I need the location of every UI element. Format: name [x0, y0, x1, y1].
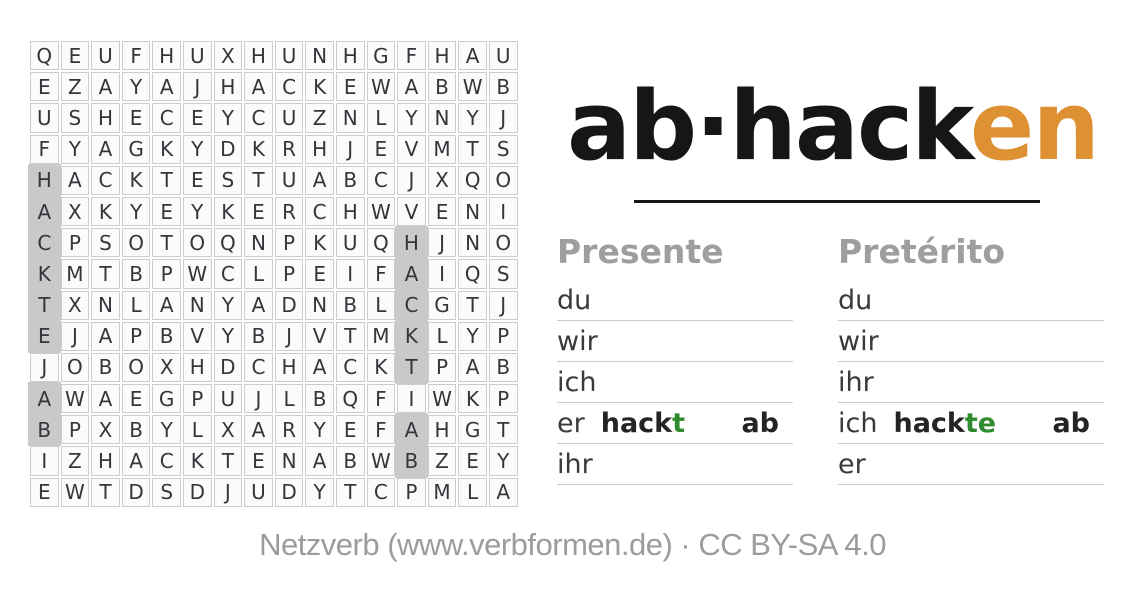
grid-cell: Y	[397, 103, 426, 132]
grid-cell: I	[30, 446, 59, 475]
grid-cell: E	[183, 166, 212, 195]
grid-cell: X	[61, 291, 90, 320]
grid-cell: U	[275, 103, 304, 132]
grid-cell: N	[305, 291, 334, 320]
grid-cell: X	[428, 166, 457, 195]
grid-cell: N	[458, 228, 487, 257]
grid-cell: P	[489, 322, 518, 351]
pronoun: ich	[557, 366, 597, 398]
grid-cell: S	[489, 259, 518, 288]
grid-cell: O	[489, 166, 518, 195]
grid-cell: I	[336, 259, 365, 288]
conjugation-row	[557, 321, 793, 362]
grid-cell: A	[244, 415, 273, 444]
pronoun: er	[557, 407, 585, 439]
grid-cell: B	[336, 291, 365, 320]
grid-cell: N	[91, 291, 120, 320]
verb-stem: hack	[893, 407, 965, 439]
conjugation-table-preterito	[838, 232, 1104, 485]
grid-cell: G	[428, 291, 457, 320]
grid-cell: U	[183, 41, 212, 70]
grid-cell: B	[489, 72, 518, 101]
grid-cell: V	[183, 322, 212, 351]
grid-cell: A	[305, 166, 334, 195]
grid-cell: W	[367, 72, 396, 101]
grid-cell: H	[91, 446, 120, 475]
grid-cell: L	[122, 291, 151, 320]
grid-cell: H	[428, 41, 457, 70]
verb-title	[520, 72, 1145, 182]
grid-cell: B	[397, 446, 426, 475]
word-search-grid	[30, 41, 518, 507]
grid-cell: A	[397, 415, 426, 444]
grid-cell: C	[305, 197, 334, 226]
grid-cell: H	[336, 197, 365, 226]
grid-cell: B	[122, 259, 151, 288]
grid-cell: X	[152, 353, 181, 382]
grid-cell: G	[367, 41, 396, 70]
pronoun: er	[838, 448, 866, 480]
verb-form	[893, 408, 996, 439]
grid-cell: O	[183, 228, 212, 257]
grid-cell: B	[152, 322, 181, 351]
grid-cell: M	[367, 322, 396, 351]
grid-cell: A	[397, 72, 426, 101]
grid-cell: P	[275, 259, 304, 288]
grid-cell: S	[489, 135, 518, 164]
grid-cell: J	[183, 72, 212, 101]
grid-cell: X	[61, 197, 90, 226]
grid-cell: Z	[428, 446, 457, 475]
grid-cell: B	[489, 353, 518, 382]
grid-cell: Z	[61, 446, 90, 475]
grid-cell: T	[152, 166, 181, 195]
grid-cell: E	[336, 72, 365, 101]
grid-cell: Y	[305, 478, 334, 507]
grid-cell: E	[183, 103, 212, 132]
conjugation-row	[838, 321, 1104, 362]
verb-title-main: ab·hack	[567, 72, 970, 182]
grid-cell: P	[183, 384, 212, 413]
grid-cell: H	[244, 41, 273, 70]
grid-cell: O	[61, 353, 90, 382]
grid-cell: Y	[214, 291, 243, 320]
grid-cell: N	[305, 41, 334, 70]
grid-cell: Q	[30, 41, 59, 70]
grid-cell: H	[336, 41, 365, 70]
pronoun: ich	[838, 407, 878, 439]
grid-cell: Q	[336, 384, 365, 413]
grid-cell: L	[183, 415, 212, 444]
grid-cell: H	[152, 41, 181, 70]
grid-cell: M	[61, 259, 90, 288]
grid-cell: K	[305, 228, 334, 257]
grid-cell: A	[152, 72, 181, 101]
grid-cell: Q	[214, 228, 243, 257]
grid-cell: C	[244, 353, 273, 382]
grid-cell: K	[30, 259, 59, 288]
conjugation-row	[557, 280, 793, 321]
grid-cell: T	[458, 135, 487, 164]
grid-cell: U	[336, 228, 365, 257]
grid-cell: Y	[214, 103, 243, 132]
grid-cell: X	[214, 41, 243, 70]
pronoun: du	[838, 284, 873, 316]
grid-cell: H	[428, 415, 457, 444]
grid-cell: E	[122, 384, 151, 413]
grid-cell: P	[428, 353, 457, 382]
grid-cell: T	[244, 166, 273, 195]
grid-cell: A	[305, 446, 334, 475]
grid-cell: L	[275, 384, 304, 413]
grid-cell: D	[122, 478, 151, 507]
grid-cell: Y	[489, 446, 518, 475]
grid-cell: E	[244, 446, 273, 475]
grid-cell: Z	[305, 103, 334, 132]
grid-cell: Y	[214, 322, 243, 351]
grid-cell: A	[30, 384, 59, 413]
grid-cell: F	[367, 384, 396, 413]
pronoun: ihr	[838, 366, 874, 398]
grid-cell: A	[489, 478, 518, 507]
grid-cell: F	[397, 41, 426, 70]
verb-ending: te	[964, 407, 997, 439]
grid-cell: C	[30, 228, 59, 257]
grid-cell: J	[428, 228, 457, 257]
grid-cell: W	[428, 384, 457, 413]
grid-cell: H	[397, 228, 426, 257]
grid-cell: H	[91, 103, 120, 132]
grid-cell: H	[214, 72, 243, 101]
grid-cell: B	[305, 384, 334, 413]
grid-cell: K	[183, 446, 212, 475]
grid-cell: E	[30, 478, 59, 507]
grid-cell: T	[152, 228, 181, 257]
grid-cell: W	[61, 478, 90, 507]
grid-cell: T	[30, 291, 59, 320]
grid-cell: U	[275, 41, 304, 70]
grid-cell: A	[305, 353, 334, 382]
grid-cell: J	[275, 322, 304, 351]
grid-cell: I	[428, 259, 457, 288]
grid-cell: L	[244, 259, 273, 288]
grid-cell: A	[30, 197, 59, 226]
grid-cell: J	[489, 291, 518, 320]
grid-cell: J	[336, 135, 365, 164]
grid-cell: J	[214, 478, 243, 507]
grid-cell: D	[275, 478, 304, 507]
grid-cell: W	[367, 446, 396, 475]
grid-cell: L	[458, 478, 487, 507]
grid-cell: A	[61, 166, 90, 195]
grid-cell: A	[91, 135, 120, 164]
grid-cell: E	[122, 103, 151, 132]
grid-cell: T	[336, 322, 365, 351]
grid-cell: V	[397, 197, 426, 226]
grid-cell: T	[336, 478, 365, 507]
grid-cell: K	[214, 197, 243, 226]
grid-cell: P	[61, 415, 90, 444]
grid-cell: D	[183, 478, 212, 507]
grid-cell: A	[91, 384, 120, 413]
grid-cell: T	[489, 415, 518, 444]
grid-cell: N	[458, 197, 487, 226]
grid-cell: S	[214, 166, 243, 195]
grid-cell: M	[428, 478, 457, 507]
grid-cell: C	[152, 103, 181, 132]
grid-cell: K	[244, 135, 273, 164]
grid-cell: B	[428, 72, 457, 101]
grid-cell: K	[152, 135, 181, 164]
grid-cell: E	[367, 135, 396, 164]
grid-cell: X	[91, 415, 120, 444]
grid-cell: U	[30, 103, 59, 132]
conjugation-row	[838, 403, 1104, 444]
grid-cell: T	[397, 353, 426, 382]
grid-cell: S	[91, 228, 120, 257]
grid-cell: Y	[458, 103, 487, 132]
verb-title-ending: en	[969, 72, 1098, 182]
grid-cell: A	[458, 353, 487, 382]
grid-cell: F	[367, 259, 396, 288]
grid-cell: I	[489, 197, 518, 226]
grid-cell: N	[183, 291, 212, 320]
grid-cell: C	[152, 446, 181, 475]
table-rows	[838, 280, 1104, 485]
verb-form	[601, 408, 685, 439]
grid-cell: M	[428, 135, 457, 164]
grid-cell: Q	[367, 228, 396, 257]
grid-cell: K	[397, 322, 426, 351]
grid-cell: K	[305, 72, 334, 101]
grid-cell: E	[30, 322, 59, 351]
grid-cell: Y	[122, 72, 151, 101]
grid-cell: P	[489, 384, 518, 413]
grid-cell: O	[122, 353, 151, 382]
grid-cell: H	[30, 166, 59, 195]
grid-cell: P	[122, 322, 151, 351]
grid-cell: J	[397, 166, 426, 195]
grid-cell: A	[152, 291, 181, 320]
grid-cell: W	[183, 259, 212, 288]
conjugation-row	[557, 444, 793, 485]
grid-cell: K	[122, 166, 151, 195]
grid-cell: T	[458, 291, 487, 320]
grid-cell: B	[91, 353, 120, 382]
grid-cell: F	[367, 415, 396, 444]
separable-prefix: ab	[1052, 407, 1090, 439]
pronoun: du	[557, 284, 592, 316]
grid-cell: X	[214, 415, 243, 444]
grid-cell: C	[367, 478, 396, 507]
grid-cell: E	[428, 197, 457, 226]
grid-cell: Y	[305, 415, 334, 444]
grid-cell: N	[428, 103, 457, 132]
grid-cell: P	[152, 259, 181, 288]
grid-cell: K	[458, 384, 487, 413]
grid-cell: C	[397, 291, 426, 320]
grid-cell: L	[367, 291, 396, 320]
grid-cell: I	[397, 384, 426, 413]
grid-cell: Z	[61, 72, 90, 101]
grid-cell: B	[30, 415, 59, 444]
grid-cell: Q	[458, 259, 487, 288]
grid-cell: A	[91, 322, 120, 351]
grid-cell: B	[336, 446, 365, 475]
grid-cell: U	[91, 41, 120, 70]
grid-cell: E	[305, 259, 334, 288]
grid-cell: C	[275, 72, 304, 101]
verb-ending: t	[672, 407, 686, 439]
grid-cell: B	[336, 166, 365, 195]
grid-cell: N	[336, 103, 365, 132]
grid-cell: T	[214, 446, 243, 475]
grid-cell: V	[305, 322, 334, 351]
grid-cell: N	[244, 228, 273, 257]
grid-cell: J	[30, 353, 59, 382]
grid-cell: Y	[458, 322, 487, 351]
grid-cell: U	[244, 478, 273, 507]
grid-cell: S	[61, 103, 90, 132]
grid-cell: W	[458, 72, 487, 101]
separable-prefix: ab	[741, 407, 779, 439]
grid-cell: C	[336, 353, 365, 382]
grid-cell: G	[122, 135, 151, 164]
grid-cell: B	[244, 322, 273, 351]
grid-cell: E	[152, 197, 181, 226]
grid-cell: Q	[458, 166, 487, 195]
grid-cell: D	[214, 135, 243, 164]
grid-cell: F	[122, 41, 151, 70]
grid-cell: A	[244, 72, 273, 101]
conjugation-row	[838, 444, 1104, 485]
table-header-presente: Presente	[557, 232, 724, 271]
grid-cell: H	[275, 353, 304, 382]
conjugation-row	[838, 362, 1104, 403]
grid-cell: S	[152, 478, 181, 507]
grid-cell: C	[91, 166, 120, 195]
grid-cell: O	[489, 228, 518, 257]
grid-cell: D	[214, 353, 243, 382]
verb-stem: hack	[600, 407, 673, 439]
grid-cell: A	[397, 259, 426, 288]
pronoun: wir	[557, 325, 598, 357]
grid-cell: V	[397, 135, 426, 164]
table-header-preterito: Pretérito	[838, 232, 1006, 271]
grid-cell: J	[244, 384, 273, 413]
grid-cell: N	[275, 446, 304, 475]
grid-cell: P	[397, 478, 426, 507]
grid-cell: L	[428, 322, 457, 351]
grid-cell: L	[367, 103, 396, 132]
grid-cell: A	[244, 291, 273, 320]
grid-cell: A	[458, 41, 487, 70]
grid-cell: P	[275, 228, 304, 257]
grid-cell: K	[367, 353, 396, 382]
grid-cell: T	[91, 478, 120, 507]
grid-cell: B	[122, 415, 151, 444]
grid-cell: E	[244, 197, 273, 226]
grid-cell: H	[183, 353, 212, 382]
grid-cell: W	[367, 197, 396, 226]
grid-cell: W	[61, 384, 90, 413]
grid-cell: E	[30, 72, 59, 101]
grid-cell: C	[244, 103, 273, 132]
grid-cell: H	[305, 135, 334, 164]
grid-cell: Y	[61, 135, 90, 164]
grid-cell: A	[122, 446, 151, 475]
grid-cell: E	[336, 415, 365, 444]
grid-cell: K	[91, 197, 120, 226]
grid-cell: D	[275, 291, 304, 320]
grid-cell: F	[30, 135, 59, 164]
pronoun: wir	[838, 325, 879, 357]
grid-cell: Y	[183, 135, 212, 164]
grid-cell: Y	[122, 197, 151, 226]
grid-cell: J	[489, 103, 518, 132]
grid-cell: R	[275, 135, 304, 164]
grid-cell: E	[458, 446, 487, 475]
grid-cell: Y	[152, 415, 181, 444]
grid-cell: T	[91, 259, 120, 288]
grid-cell: R	[275, 415, 304, 444]
conjugation-row	[838, 280, 1104, 321]
grid-cell: A	[91, 72, 120, 101]
grid-cell: R	[275, 197, 304, 226]
grid-cell: C	[367, 166, 396, 195]
grid-cell: O	[122, 228, 151, 257]
attribution-footer: Netzverb (www.verbformen.de) · CC BY-SA 4.0	[259, 527, 886, 562]
title-underline	[634, 200, 1040, 203]
table-rows	[557, 280, 793, 485]
grid-cell: G	[458, 415, 487, 444]
conjugation-table-presente	[557, 232, 793, 485]
grid-cell: J	[61, 322, 90, 351]
grid-cell: P	[61, 228, 90, 257]
grid-cell: U	[214, 384, 243, 413]
grid-cell: Y	[183, 197, 212, 226]
grid-cell: U	[275, 166, 304, 195]
grid-cell: E	[61, 41, 90, 70]
grid-cell: C	[214, 259, 243, 288]
conjugation-row	[557, 362, 793, 403]
pronoun: ihr	[557, 448, 593, 480]
conjugation-row	[557, 403, 793, 444]
grid-cell: G	[152, 384, 181, 413]
grid-cell: U	[489, 41, 518, 70]
